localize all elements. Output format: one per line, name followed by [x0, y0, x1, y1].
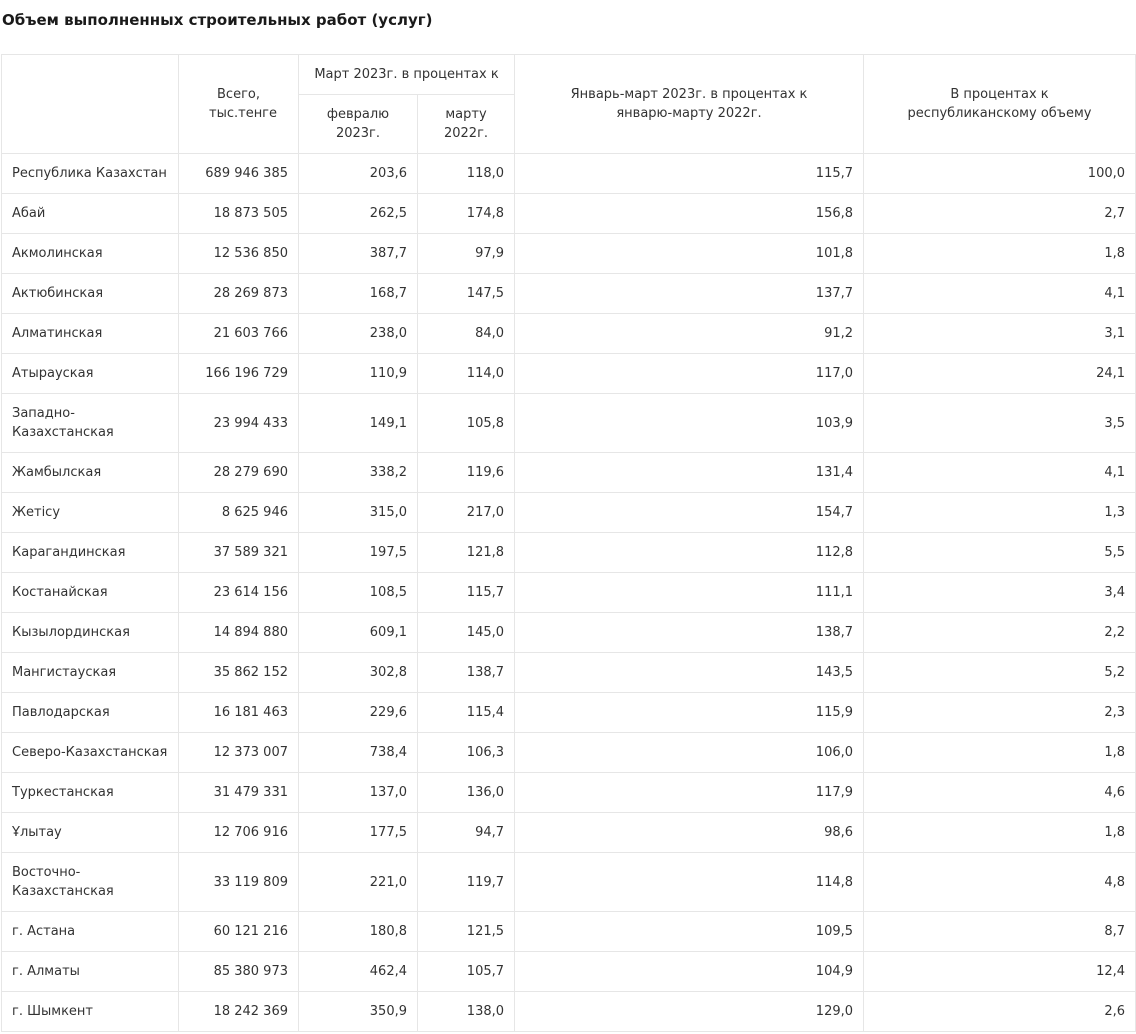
cell-region: г. Шымкент	[2, 992, 179, 1032]
cell-total: 60 121 216	[179, 912, 299, 952]
cell-feb-2023: 203,6	[299, 154, 418, 194]
cell-region: г. Астана	[2, 912, 179, 952]
cell-region: Ұлытау	[2, 813, 179, 853]
table-row	[2, 773, 1136, 813]
table-header	[2, 55, 1136, 154]
cell-total: 689 946 385	[179, 154, 299, 194]
cell-feb-2023: 221,0	[299, 853, 418, 912]
cell-march-2022: 138,7	[418, 653, 515, 693]
construction-works-table	[1, 54, 1136, 1032]
cell-republic-share: 24,1	[864, 354, 1136, 394]
cell-region: г. Алматы	[2, 952, 179, 992]
cell-jan-mar: 91,2	[515, 314, 864, 354]
cell-feb-2023: 302,8	[299, 653, 418, 693]
table-row	[2, 314, 1136, 354]
cell-republic-share: 4,1	[864, 453, 1136, 493]
cell-republic-share: 3,5	[864, 394, 1136, 453]
cell-feb-2023: 108,5	[299, 573, 418, 613]
cell-region: Мангистауская	[2, 653, 179, 693]
cell-feb-2023: 180,8	[299, 912, 418, 952]
cell-region: Туркестанская	[2, 773, 179, 813]
cell-feb-2023: 609,1	[299, 613, 418, 653]
cell-total: 18 242 369	[179, 992, 299, 1032]
cell-march-2022: 115,4	[418, 693, 515, 733]
header-march-group: Март 2023г. в процентах к	[299, 55, 515, 95]
cell-jan-mar: 137,7	[515, 274, 864, 314]
cell-march-2022: 106,3	[418, 733, 515, 773]
cell-republic-share: 1,8	[864, 733, 1136, 773]
table-row	[2, 194, 1136, 234]
cell-jan-mar: 156,8	[515, 194, 864, 234]
cell-feb-2023: 462,4	[299, 952, 418, 992]
table-row	[2, 354, 1136, 394]
cell-total: 21 603 766	[179, 314, 299, 354]
cell-jan-mar: 98,6	[515, 813, 864, 853]
cell-republic-share: 4,6	[864, 773, 1136, 813]
cell-jan-mar: 106,0	[515, 733, 864, 773]
cell-region: Абай	[2, 194, 179, 234]
cell-republic-share: 5,5	[864, 533, 1136, 573]
cell-march-2022: 138,0	[418, 992, 515, 1032]
cell-feb-2023: 338,2	[299, 453, 418, 493]
header-march-2022: марту 2022г.	[418, 95, 515, 154]
cell-march-2022: 114,0	[418, 354, 515, 394]
cell-total: 85 380 973	[179, 952, 299, 992]
cell-jan-mar: 104,9	[515, 952, 864, 992]
cell-total: 18 873 505	[179, 194, 299, 234]
table-row	[2, 912, 1136, 952]
cell-total: 166 196 729	[179, 354, 299, 394]
header-feb-2023: февралю 2023г.	[299, 95, 418, 154]
cell-region: Восточно-Казахстанская	[2, 853, 179, 912]
cell-feb-2023: 149,1	[299, 394, 418, 453]
cell-region: Западно-Казахстанская	[2, 394, 179, 453]
cell-jan-mar: 103,9	[515, 394, 864, 453]
cell-jan-mar: 114,8	[515, 853, 864, 912]
cell-region: Актюбинская	[2, 274, 179, 314]
table-row	[2, 853, 1136, 912]
cell-total: 16 181 463	[179, 693, 299, 733]
cell-republic-share: 3,1	[864, 314, 1136, 354]
cell-republic-share: 4,8	[864, 853, 1136, 912]
cell-jan-mar: 117,0	[515, 354, 864, 394]
cell-jan-mar: 143,5	[515, 653, 864, 693]
cell-region: Жетісу	[2, 493, 179, 533]
page-title: Объем выполненных строительных работ (услуг)	[2, 11, 433, 29]
cell-feb-2023: 229,6	[299, 693, 418, 733]
table-row	[2, 533, 1136, 573]
cell-march-2022: 94,7	[418, 813, 515, 853]
table-row	[2, 613, 1136, 653]
cell-total: 31 479 331	[179, 773, 299, 813]
cell-jan-mar: 111,1	[515, 573, 864, 613]
table-row	[2, 813, 1136, 853]
cell-jan-mar: 115,9	[515, 693, 864, 733]
cell-jan-mar: 131,4	[515, 453, 864, 493]
cell-republic-share: 3,4	[864, 573, 1136, 613]
cell-march-2022: 121,8	[418, 533, 515, 573]
cell-region: Кызылординская	[2, 613, 179, 653]
cell-march-2022: 84,0	[418, 314, 515, 354]
cell-jan-mar: 109,5	[515, 912, 864, 952]
cell-region: Павлодарская	[2, 693, 179, 733]
cell-total: 23 994 433	[179, 394, 299, 453]
cell-total: 35 862 152	[179, 653, 299, 693]
table-row	[2, 952, 1136, 992]
cell-march-2022: 97,9	[418, 234, 515, 274]
cell-feb-2023: 262,5	[299, 194, 418, 234]
cell-feb-2023: 168,7	[299, 274, 418, 314]
cell-total: 8 625 946	[179, 493, 299, 533]
cell-republic-share: 1,3	[864, 493, 1136, 533]
cell-jan-mar: 129,0	[515, 992, 864, 1032]
cell-republic-share: 4,1	[864, 274, 1136, 314]
cell-republic-share: 2,3	[864, 693, 1136, 733]
cell-march-2022: 105,7	[418, 952, 515, 992]
cell-march-2022: 119,7	[418, 853, 515, 912]
table-row	[2, 992, 1136, 1032]
cell-feb-2023: 315,0	[299, 493, 418, 533]
cell-march-2022: 121,5	[418, 912, 515, 952]
cell-region: Жамбылская	[2, 453, 179, 493]
cell-feb-2023: 177,5	[299, 813, 418, 853]
cell-region: Атырауская	[2, 354, 179, 394]
cell-region: Акмолинская	[2, 234, 179, 274]
table-row	[2, 234, 1136, 274]
cell-total: 14 894 880	[179, 613, 299, 653]
cell-total: 28 279 690	[179, 453, 299, 493]
cell-march-2022: 118,0	[418, 154, 515, 194]
table-row	[2, 693, 1136, 733]
cell-region: Северо-Казахстанская	[2, 733, 179, 773]
cell-march-2022: 174,8	[418, 194, 515, 234]
cell-jan-mar: 112,8	[515, 533, 864, 573]
cell-march-2022: 105,8	[418, 394, 515, 453]
cell-jan-mar: 138,7	[515, 613, 864, 653]
cell-march-2022: 119,6	[418, 453, 515, 493]
cell-march-2022: 147,5	[418, 274, 515, 314]
table-row	[2, 573, 1136, 613]
cell-republic-share: 2,6	[864, 992, 1136, 1032]
cell-region: Алматинская	[2, 314, 179, 354]
table-row	[2, 733, 1136, 773]
cell-feb-2023: 110,9	[299, 354, 418, 394]
cell-jan-mar: 101,8	[515, 234, 864, 274]
table-row	[2, 453, 1136, 493]
cell-feb-2023: 197,5	[299, 533, 418, 573]
header-region	[2, 55, 179, 154]
header-republic-share: В процентах к республиканскому объему	[864, 55, 1136, 154]
cell-region: Карагандинская	[2, 533, 179, 573]
cell-total: 37 589 321	[179, 533, 299, 573]
cell-republic-share: 1,8	[864, 813, 1136, 853]
cell-republic-share: 2,7	[864, 194, 1136, 234]
cell-region: Республика Казахстан	[2, 154, 179, 194]
cell-feb-2023: 137,0	[299, 773, 418, 813]
header-jan-mar: Январь-март 2023г. в процентах к январю-марту 2022г.	[515, 55, 864, 154]
cell-jan-mar: 115,7	[515, 154, 864, 194]
header-total: Всего, тыс.тенге	[179, 55, 299, 154]
cell-republic-share: 8,7	[864, 912, 1136, 952]
cell-total: 12 706 916	[179, 813, 299, 853]
cell-march-2022: 145,0	[418, 613, 515, 653]
cell-march-2022: 217,0	[418, 493, 515, 533]
cell-march-2022: 115,7	[418, 573, 515, 613]
cell-region: Костанайская	[2, 573, 179, 613]
table-row	[2, 394, 1136, 453]
table-row	[2, 274, 1136, 314]
cell-total: 12 536 850	[179, 234, 299, 274]
cell-total: 12 373 007	[179, 733, 299, 773]
cell-total: 28 269 873	[179, 274, 299, 314]
table-row	[2, 493, 1136, 533]
cell-feb-2023: 387,7	[299, 234, 418, 274]
table-row	[2, 653, 1136, 693]
cell-feb-2023: 350,9	[299, 992, 418, 1032]
cell-jan-mar: 117,9	[515, 773, 864, 813]
cell-feb-2023: 238,0	[299, 314, 418, 354]
cell-jan-mar: 154,7	[515, 493, 864, 533]
cell-republic-share: 1,8	[864, 234, 1136, 274]
cell-republic-share: 100,0	[864, 154, 1136, 194]
table-row	[2, 154, 1136, 194]
cell-march-2022: 136,0	[418, 773, 515, 813]
cell-republic-share: 12,4	[864, 952, 1136, 992]
cell-total: 23 614 156	[179, 573, 299, 613]
cell-republic-share: 2,2	[864, 613, 1136, 653]
cell-feb-2023: 738,4	[299, 733, 418, 773]
cell-republic-share: 5,2	[864, 653, 1136, 693]
table-body	[2, 154, 1136, 1032]
cell-total: 33 119 809	[179, 853, 299, 912]
